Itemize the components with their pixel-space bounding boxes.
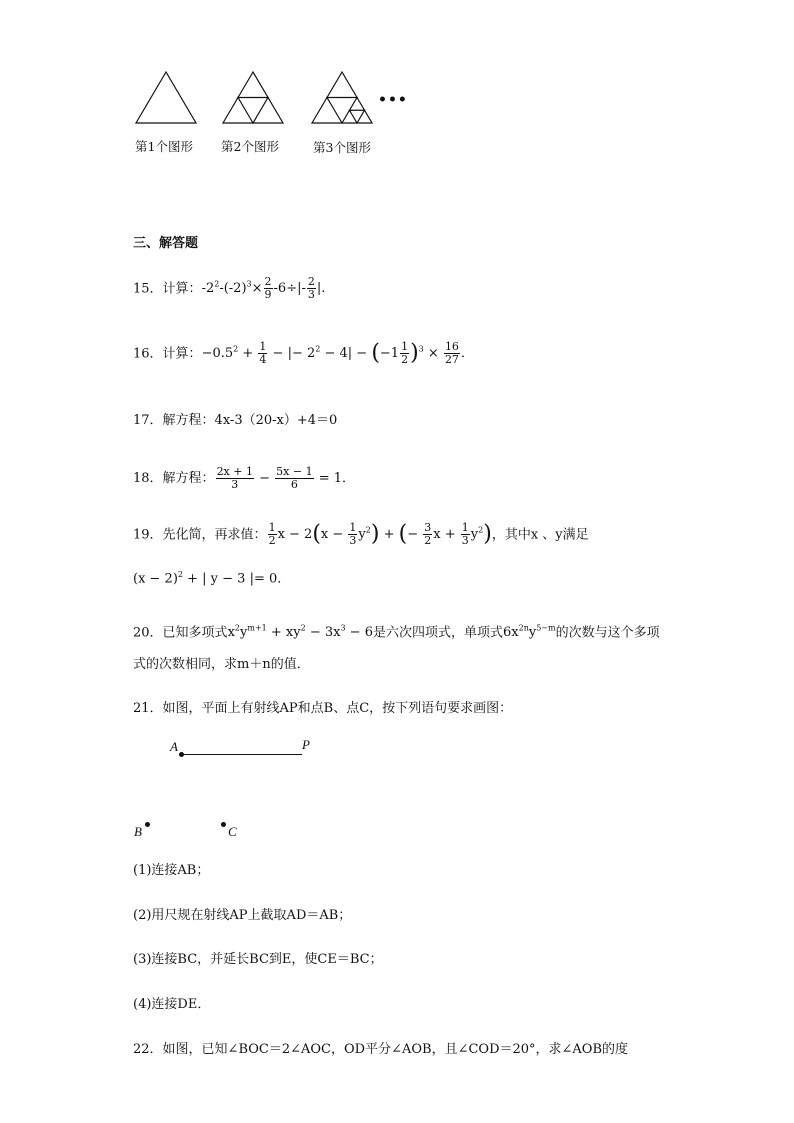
- question-20: [133, 620, 660, 642]
- q15-number: 15．: [133, 281, 163, 297]
- section-heading: 三、解答题: [133, 236, 199, 251]
- q20-number: 20．: [133, 625, 163, 641]
- q21-step-2: (2)用尺规在射线AP上截取AD＝AB；: [133, 908, 352, 923]
- ellipsis: •••: [378, 92, 408, 108]
- point-B: [145, 822, 150, 827]
- q19-expression: $\frac{1}{2}$ x − 2(x − $\frac{1}{3}$ $y^2$) + (− $\frac{3}{2}$ x + $\frac{1}{3}$ $y^2$): [268, 521, 492, 548]
- label-P: P: [302, 737, 310, 752]
- question-19: [133, 522, 589, 547]
- question-21: [133, 700, 512, 718]
- question-18: [133, 466, 355, 491]
- q21-number: 21．: [133, 701, 163, 716]
- q21-step-3: (3)连接BC，并延长BC到E，使CE＝BC；: [133, 952, 383, 967]
- q21-text: 如图，平面上有射线AP和点B、点C，按下列语句要求画图：: [162, 701, 513, 716]
- q21-step-1: (1)连接AB；: [133, 863, 210, 878]
- label-A: A: [170, 739, 178, 754]
- q19-tail: ，其中x 、y满足: [491, 527, 589, 543]
- triangle-sequence-figure: [130, 68, 410, 128]
- point-A: [179, 752, 184, 757]
- q20-line1-a: 已知多项式: [162, 625, 228, 641]
- caption-figure-1: 第1个图形: [135, 139, 193, 154]
- q17-text: 解方程：4x-3（20-x）+4＝0: [162, 413, 338, 428]
- q16-expression: $-0.5^2$ + $\frac{1}{4}$ − |− $2^2 - 4| - (-1$ $\frac{1}{2}$ )$^3$ × $\frac{16}{27}$ ．: [201, 340, 474, 367]
- q15-expression: $-2^2-(-2)^3\times$ $\frac{2}{9}$ -6÷|- $\frac{2}{3}$ |.: [201, 275, 326, 302]
- ray-AP: [182, 754, 302, 755]
- q20-line1-c: 的次数与这个多项: [555, 625, 660, 641]
- q16-number: 16．: [133, 346, 163, 362]
- q19-number: 19．: [133, 527, 163, 543]
- caption-figure-3: 第3个图形: [313, 140, 371, 155]
- question-16: [133, 341, 474, 366]
- q18-number: 18．: [133, 471, 163, 486]
- q17-number: 17．: [133, 413, 163, 428]
- q22-number: 22．: [133, 1042, 163, 1057]
- triangle-figure-1: [136, 72, 196, 123]
- caption-figure-2: 第2个图形: [221, 139, 279, 154]
- label-B: B: [134, 824, 142, 839]
- triangle-figure-3: [312, 72, 372, 123]
- question-17: [133, 412, 337, 430]
- q20-monomial: $6x^{2n}y^{5-m}$: [503, 624, 556, 641]
- question-22: [133, 1041, 628, 1059]
- q19-condition: $(x - 2)^2$ + | y − 3 |= 0．: [133, 570, 291, 587]
- q21-step-4: (4)连接DE．: [133, 997, 211, 1012]
- q19-label: 先化简，再求值：: [162, 527, 267, 543]
- point-C: [221, 822, 226, 827]
- q18-label: 解方程：: [162, 471, 215, 486]
- question-15: [133, 276, 325, 301]
- q20-polynomial: $x^2y^{m+1} + xy^2 - 3x^3 - 6$: [227, 624, 373, 641]
- q18-expression: $\frac{2x + 1}{3}$ − $\frac{5x - 1}{6}$ = 1．: [216, 465, 356, 491]
- q20-line2: 式的次数相同，求m＋n的值．: [133, 657, 310, 672]
- triangle-figure-2: [223, 72, 283, 123]
- q20-line1-b: 是六次四项式，单项式: [372, 625, 503, 641]
- label-C: C: [228, 824, 237, 839]
- q22-text: 如图，已知∠BOC＝2∠AOC，OD平分∠AOB，且∠COD＝20°，求∠AOB的度: [162, 1042, 629, 1057]
- q15-label: 计算：: [162, 281, 202, 297]
- q16-label: 计算：: [162, 346, 202, 362]
